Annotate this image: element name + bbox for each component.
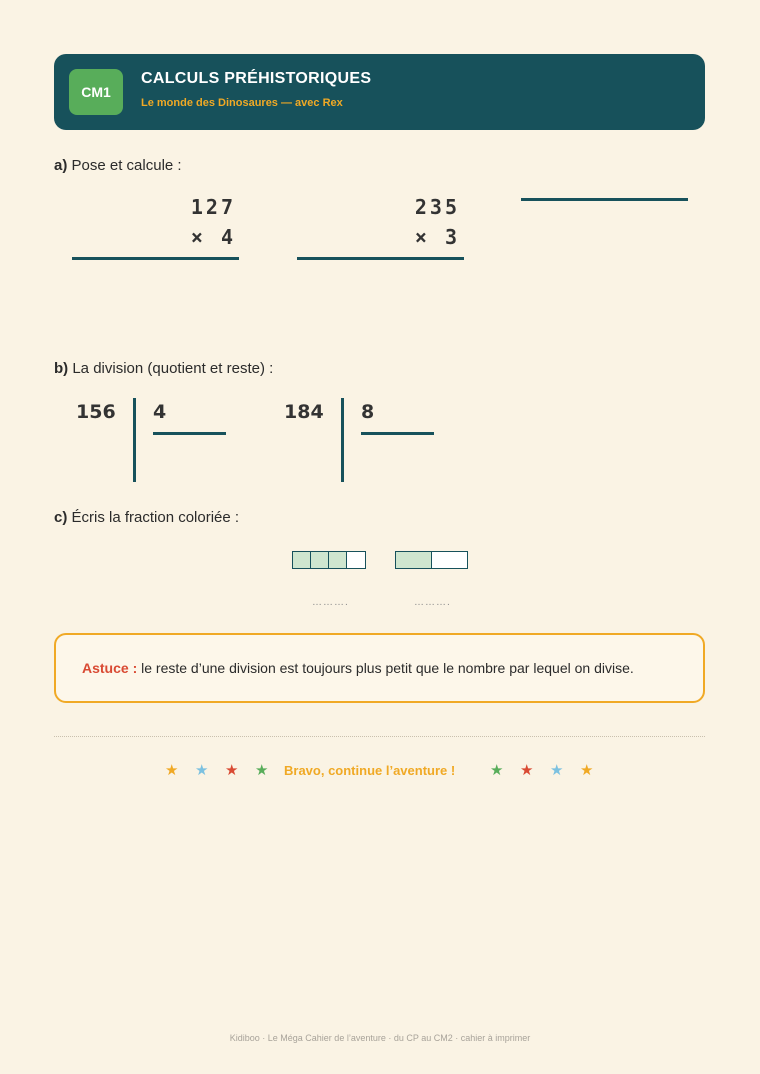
- header-banner: [54, 54, 705, 130]
- fraction-cell: [432, 552, 468, 568]
- fraction-cell: [396, 552, 432, 568]
- level-badge: CM1: [69, 69, 123, 115]
- section-a-title: [54, 157, 182, 174]
- section-a-text: Pose et calcule :: [71, 157, 182, 174]
- division-1-dividend: 156: [76, 401, 116, 423]
- section-c-text: Écris la fraction coloriée :: [71, 509, 240, 526]
- star-icon: ★: [225, 762, 239, 779]
- fraction-2-bar: [395, 551, 468, 569]
- section-b-label: b): [54, 360, 69, 377]
- tip-label: Astuce :: [82, 660, 138, 676]
- tip-text: [82, 660, 634, 676]
- star-icon: ★: [580, 762, 594, 779]
- star-icon: ★: [490, 762, 504, 779]
- star-icon: ★: [255, 762, 269, 779]
- star-icon: ★: [195, 762, 209, 779]
- mult-2-bottom: × 3: [414, 225, 460, 249]
- mult-1-bottom: × 4: [190, 225, 236, 249]
- page-footer: Kidiboo · Le Méga Cahier de l’aventure · du CP au CM2 · cahier à imprimer: [229, 1033, 531, 1043]
- page-subtitle: Le monde des Dinosaures — avec Rex: [141, 97, 343, 109]
- fraction-cell: [311, 552, 329, 568]
- mult-1-top: 127: [190, 195, 236, 219]
- section-a-label: a): [54, 157, 68, 174]
- fraction-cell: [293, 552, 311, 568]
- tip-body: le reste d’une division est toujours plus petit que le nombre par lequel on divise.: [141, 660, 634, 676]
- mult-2-answer-line[interactable]: [297, 257, 464, 260]
- division-2-dividend: 184: [284, 401, 324, 423]
- fraction-cell: [347, 552, 365, 568]
- fraction-2-answer[interactable]: ……….: [414, 597, 451, 608]
- division-1-divisor: 4: [153, 401, 167, 423]
- extra-answer-line[interactable]: [521, 198, 688, 201]
- bravo-message: Bravo, continue l’aventure !: [284, 763, 456, 778]
- fraction-1-answer[interactable]: ……….: [312, 597, 349, 608]
- fraction-1-bar: [292, 551, 366, 569]
- star-icon: ★: [550, 762, 564, 779]
- dotted-separator: [54, 736, 705, 737]
- star-icon: ★: [165, 762, 179, 779]
- division-2-bar: [341, 398, 344, 482]
- fraction-cell: [329, 552, 347, 568]
- section-b-title: [54, 360, 273, 377]
- tip-box: [54, 633, 705, 703]
- star-icon: ★: [520, 762, 534, 779]
- section-b-text: La division (quotient et reste) :: [72, 360, 274, 377]
- division-1-quotient-line[interactable]: [153, 432, 226, 435]
- page-title: CALCULS PRÉHISTORIQUES: [141, 70, 372, 87]
- division-1-bar: [133, 398, 136, 482]
- section-c-label: c): [54, 509, 68, 526]
- section-c-title: [54, 509, 239, 526]
- mult-2-top: 235: [414, 195, 460, 219]
- division-2-divisor: 8: [361, 401, 375, 423]
- division-2-quotient-line[interactable]: [361, 432, 434, 435]
- mult-1-answer-line[interactable]: [72, 257, 239, 260]
